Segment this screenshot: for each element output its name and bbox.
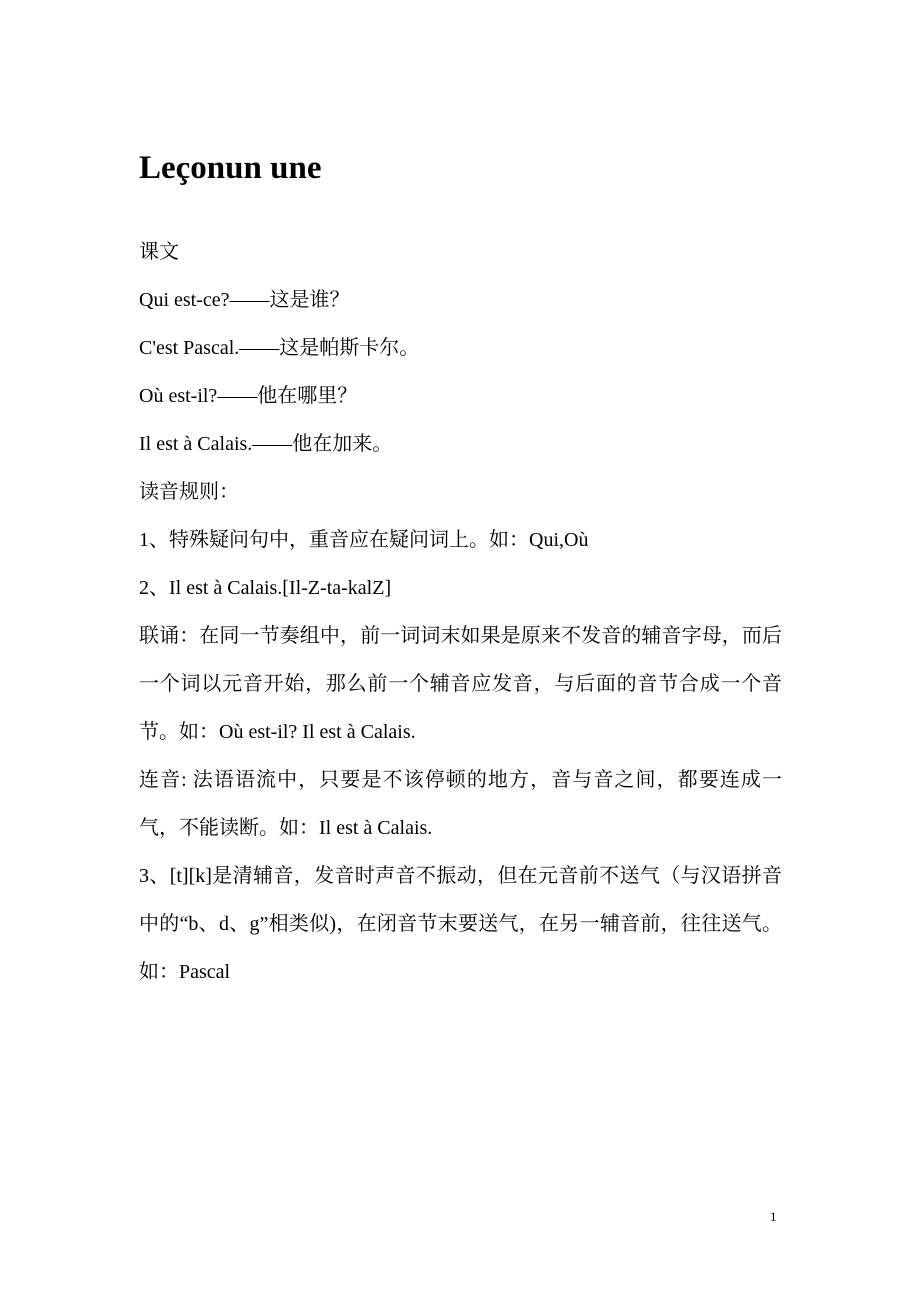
enchainement-paragraph: 连音: 法语语流中，只要是不该停顿的地方，音与音之间，都要连成一气，不能读断。如：Il est à Calais. xyxy=(139,769,782,839)
rule-3: 3、[t][k]是清辅音，发音时声音不振动，但在元音前不送气（与汉语拼音中的“b、d、g”相类似)，在闭音节末要送气，在另一辅音前，往往送气。如：Pascal xyxy=(139,865,782,983)
rule-2: 2、Il est à Calais.[Il-Z-ta-kalZ] xyxy=(139,577,392,599)
lesson-body xyxy=(139,228,782,996)
dialogue-line: C'est Pascal.——这是帕斯卡尔。 xyxy=(139,337,420,359)
dialogue-line: Qui est-ce?——这是谁？ xyxy=(139,289,350,311)
rule-1: 1、特殊疑问句中，重音应在疑问词上。如：Qui,Où xyxy=(139,529,589,551)
section-heading-text: 课文 xyxy=(139,241,179,263)
section-heading-pronunciation: 读音规则： xyxy=(139,481,239,503)
dialogue-line: Où est-il?——他在哪里？ xyxy=(139,385,358,407)
dialogue-line: Il est à Calais.——他在加来。 xyxy=(139,433,393,455)
page-number: 1 xyxy=(770,1209,777,1224)
liaison-paragraph: 联诵：在同一节奏组中，前一词词末如果是原来不发音的辅音字母，而后一个词以元音开始，那么前一个辅音应发音，与后面的音节合成一个音节。如：Où est-il? Il est à Calais. xyxy=(139,625,782,743)
lesson-title: Leçonun une xyxy=(139,150,322,186)
